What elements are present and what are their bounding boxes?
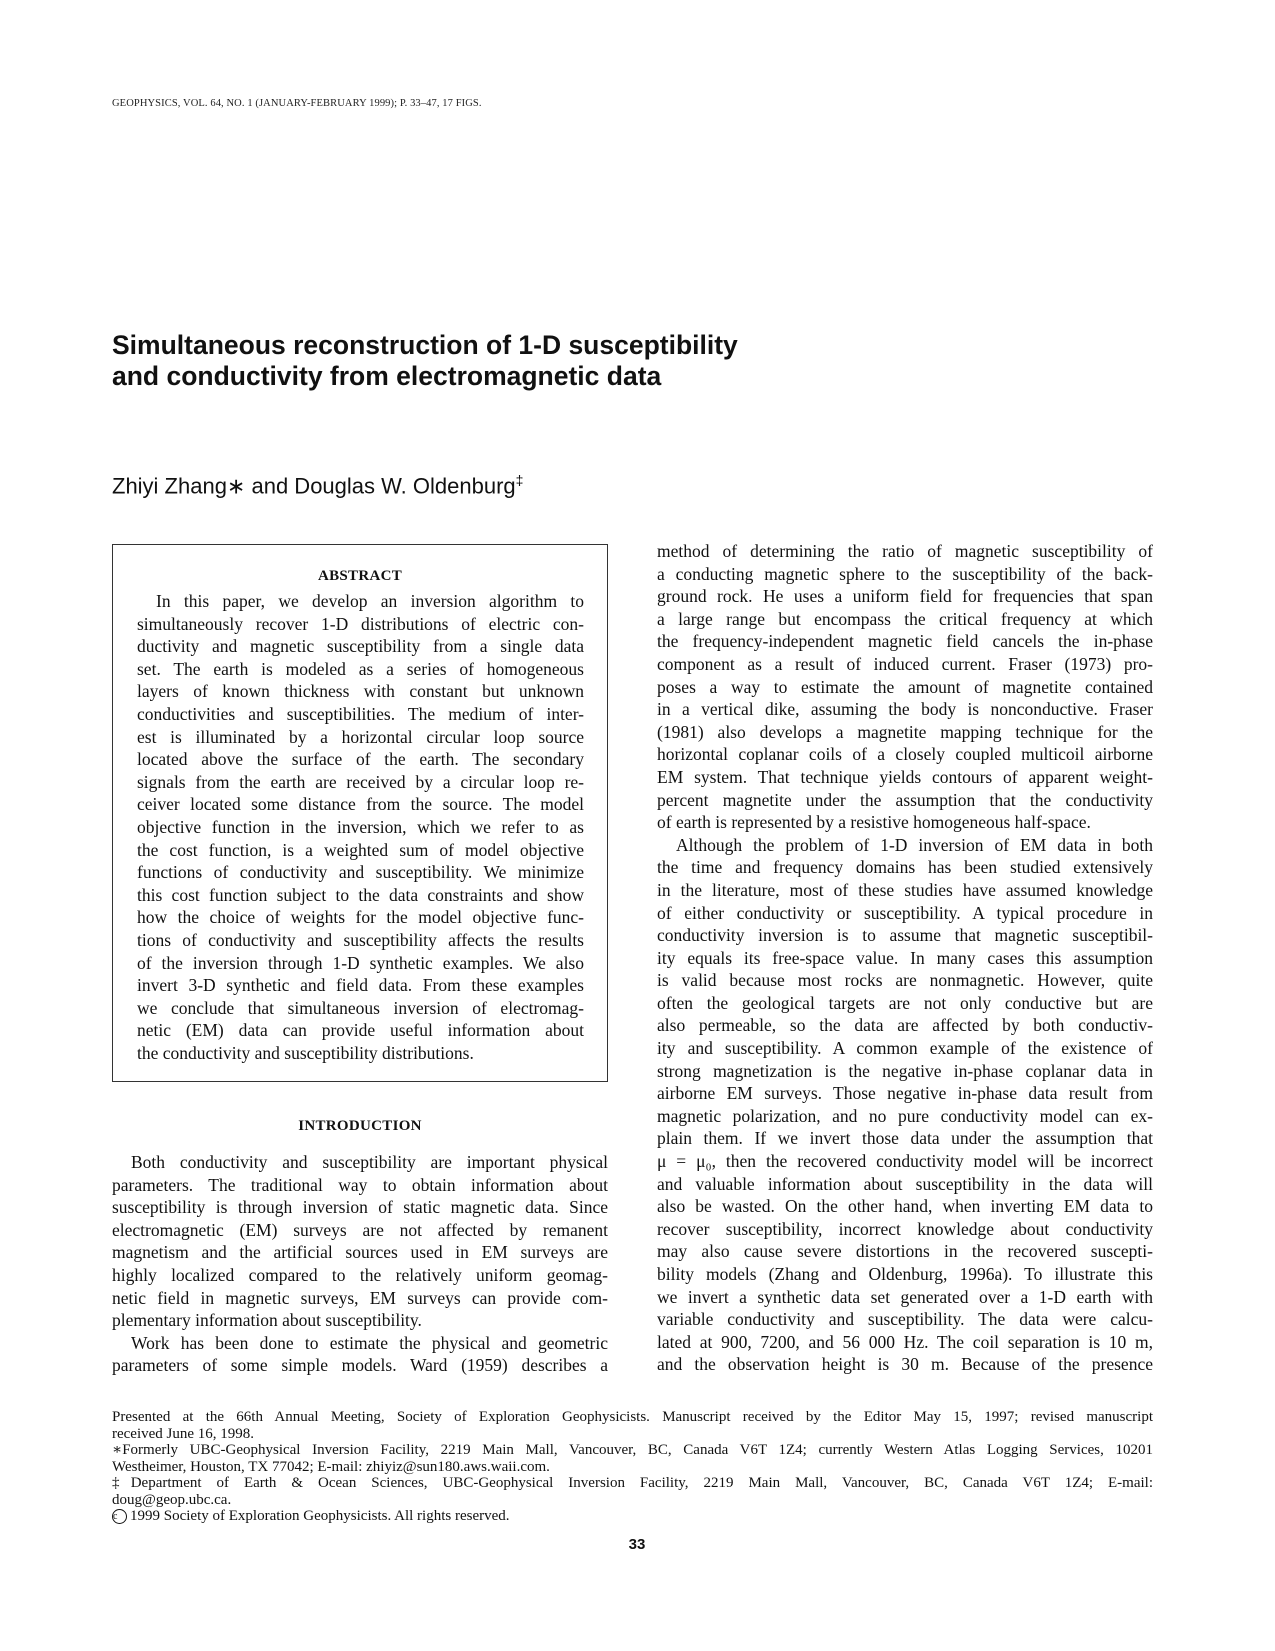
abstract-line: ceiver located some distance from the source. The model: [137, 794, 584, 815]
abstract-line: ductivity and magnetic susceptibility from a single data: [137, 636, 584, 657]
right-line: (1981) also develops a magnetite mapping technique for the: [657, 721, 1153, 742]
intro-line: magnetism and the artificial sources used in EM surveys are: [112, 1242, 608, 1263]
right-line: variable conductivity and susceptibility. The data were calcu-: [657, 1309, 1153, 1330]
footnote-author2-line: doug@geop.ubc.ca.: [112, 1491, 232, 1508]
intro-line: electromagnetic (EM) surveys are not affected by remanent: [112, 1219, 608, 1240]
copyright-icon: c: [112, 1509, 127, 1524]
copyright-text: 1999 Society of Exploration Geophysicists. All rights reserved.: [130, 1508, 510, 1524]
abstract-line: this cost function subject to the data constraints and show: [137, 884, 584, 905]
right-line: and the observation height is 30 m. Because of the presence: [657, 1354, 1153, 1375]
right-line: is valid because most rocks are nonmagnetic. However, quite: [657, 970, 1153, 991]
right-line: a large range but encompass the critical frequency at which: [657, 608, 1153, 629]
right-line: μ = μ₀, then the recovered conductivity model will be incorrect: [657, 1151, 1153, 1172]
intro-line: plementary information about susceptibility.: [112, 1310, 422, 1331]
title-line: and conductivity from electromagnetic data: [112, 361, 662, 391]
right-line: in the literature, most of these studies have assumed knowledge: [657, 879, 1153, 900]
right-line: ity equals its free-space value. In many cases this assumption: [657, 947, 1153, 968]
abstract-line: netic (EM) data can provide useful information about: [137, 1020, 584, 1041]
page-number: 33: [628, 1536, 646, 1553]
title-line: Simultaneous reconstruction of 1-D susceptibility: [112, 330, 738, 360]
right-line: the time and frequency domains has been studied extensively: [657, 857, 1153, 878]
intro-line: Both conductivity and susceptibility are important physical: [131, 1152, 608, 1172]
paper-title: [112, 330, 912, 392]
right-line: magnetic polarization, and no pure conductivity model can ex-: [657, 1105, 1153, 1126]
intro-line: susceptibility is through inversion of static magnetic data. Since: [112, 1197, 608, 1218]
right-line: the frequency-independent magnetic field cancels the in-phase: [657, 631, 1153, 652]
right-line: may also cause severe distortions in the recovered suscepti-: [657, 1241, 1153, 1262]
abstract-line: invert 3-D synthetic and field data. From these examples: [137, 975, 584, 996]
abstract-line: the conductivity and susceptibility distributions.: [137, 1042, 474, 1063]
right-line: recover susceptibility, incorrect knowledge about conductivity: [657, 1218, 1153, 1239]
right-line: component as a result of induced current. Fraser (1973) pro-: [657, 653, 1153, 674]
dagger-mark: ‡: [515, 472, 524, 488]
footnote-presented-line: Presented at the 66th Annual Meeting, Society of Exploration Geophysicists. Manuscript received by the Editor May 15, 1997; revised manuscript: [112, 1409, 1153, 1425]
abstract-line: of the inversion through 1-D synthetic examples. We also: [137, 952, 584, 973]
right-column-body: [657, 540, 1153, 1376]
intro-line: netic field in magnetic surveys, EM surveys can provide com-: [112, 1287, 608, 1308]
footnote-author1-line: ∗Formerly UBC-Geophysical Inversion Facility, 2219 Main Mall, Vancouver, BC, Canada V6T 1Z4; currently Western Atlas Logging Services, 10201: [112, 1442, 1153, 1458]
copyright-line: [112, 1508, 1153, 1525]
intro-line: parameters. The traditional way to obtain information about: [112, 1174, 608, 1195]
right-line: in a vertical dike, assuming the body is nonconductive. Fraser: [657, 699, 1153, 720]
abstract-line: how the choice of weights for the model objective func-: [137, 907, 584, 928]
right-line: airborne EM surveys. Those negative in-phase data result from: [657, 1083, 1153, 1104]
footnote-author1-line: Westheimer, Houston, TX 77042; E-mail: zhiyiz@sun180.aws.waii.com.: [112, 1458, 550, 1475]
right-line: horizontal coplanar coils of a closely coupled multicoil airborne: [657, 744, 1153, 765]
right-line: lated at 900, 7200, and 56 000 Hz. The coil separation is 10 m,: [657, 1331, 1153, 1352]
right-line: a conducting magnetic sphere to the susceptibility of the back-: [657, 563, 1153, 584]
abstract-line: set. The earth is modeled as a series of homogeneous: [137, 658, 584, 679]
introduction-body: [112, 1151, 608, 1377]
abstract-line: tions of conductivity and susceptibility affects the results: [137, 929, 584, 950]
author-names: Zhiyi Zhang∗ and Douglas W. Oldenburg: [112, 473, 516, 499]
right-line: of either conductivity or susceptibility. A typical procedure in: [657, 902, 1153, 923]
right-line: also permeable, so the data are affected by both conductiv-: [657, 1015, 1153, 1036]
right-line: strong magnetization is the negative in-phase coplanar data in: [657, 1060, 1153, 1081]
author-line: [112, 472, 523, 499]
right-line: Although the problem of 1-D inversion of EM data in both: [676, 834, 1153, 855]
abstract-line: conductivities and susceptibilities. The medium of inter-: [137, 703, 584, 724]
right-line: we invert a synthetic data set generated over a 1-D earth with: [657, 1286, 1153, 1307]
intro-line: highly localized compared to the relatively uniform geomag-: [112, 1264, 608, 1285]
abstract-line: objective function in the inversion, which we refer to as: [137, 816, 584, 837]
right-line: bility models (Zhang and Oldenburg, 1996a). To illustrate this: [657, 1264, 1153, 1284]
right-line: ground rock. He uses a uniform field for frequencies that span: [657, 586, 1153, 607]
intro-line: parameters of some simple models. Ward (1959) describes a: [112, 1355, 608, 1376]
right-line: often the geological targets are not only conductive but are: [657, 992, 1153, 1013]
abstract-line: layers of known thickness with constant but unknown: [137, 681, 584, 702]
abstract-line: est is illuminated by a horizontal circular loop source: [137, 726, 584, 747]
right-line: percent magnetite under the assumption that the conductivity: [657, 789, 1153, 810]
abstract-line: simultaneously recover 1-D distributions of electric con-: [137, 613, 584, 634]
right-line: poses a way to estimate the amount of magnetite contained: [657, 676, 1153, 697]
introduction-heading: INTRODUCTION: [298, 1118, 422, 1134]
abstract-line: the cost function, is a weighted sum of model objective: [137, 839, 584, 860]
abstract-line: signals from the earth are received by a circular loop re-: [137, 771, 584, 792]
right-line: also be wasted. On the other hand, when inverting EM data to: [657, 1196, 1153, 1217]
abstract-body: [137, 590, 584, 1064]
abstract-heading: ABSTRACT: [317, 568, 403, 584]
abstract-line: we conclude that simultaneous inversion of electromag-: [137, 997, 584, 1018]
intro-line: Work has been done to estimate the physical and geometric: [131, 1332, 608, 1353]
right-line: conductivity inversion is to assume that magnetic susceptibil-: [657, 925, 1153, 946]
abstract-line: In this paper, we develop an inversion algorithm to: [156, 591, 584, 611]
footnotes: [112, 1409, 1153, 1525]
right-line: of earth is represented by a resistive homogeneous half-space.: [657, 812, 1091, 833]
right-line: and valuable information about susceptibility in the data will: [657, 1173, 1153, 1194]
running-head: GEOPHYSICS, VOL. 64, NO. 1 (JANUARY-FEBRUARY 1999); P. 33–47, 17 FIGS.: [112, 98, 482, 109]
right-line: method of determining the ratio of magnetic susceptibility of: [657, 541, 1153, 561]
footnote-author2-line: ‡Department of Earth & Ocean Sciences, UBC-Geophysical Inversion Facility, 2219 Main Mall, Vancouver, BC, Canada V6T 1Z4; E-mail:: [112, 1475, 1153, 1491]
right-line: ity and susceptibility. A common example of the existence of: [657, 1038, 1153, 1059]
right-line: plain them. If we invert those data under the assumption that: [657, 1128, 1153, 1149]
footnote-presented-line: received June 16, 1998.: [112, 1425, 255, 1442]
abstract-line: located above the surface of the earth. The secondary: [137, 749, 584, 770]
right-line: EM system. That technique yields contours of apparent weight-: [657, 766, 1153, 787]
abstract-line: functions of conductivity and susceptibility. We minimize: [137, 862, 584, 883]
